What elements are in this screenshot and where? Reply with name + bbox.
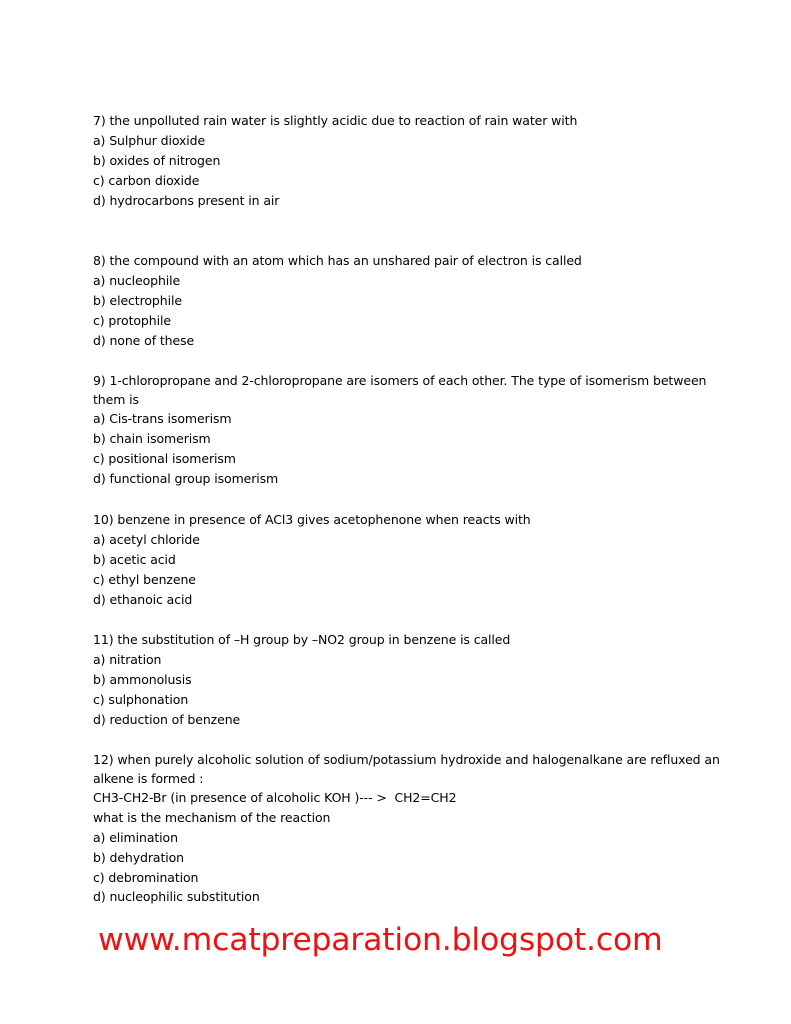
question-prompt: what is the mechanism of the reaction	[93, 810, 331, 825]
question-stem: 10) benzene in presence of ACl3 gives acetophenone when reacts with	[93, 512, 531, 527]
option-b: b) dehydration	[93, 850, 185, 865]
option-d: d) reduction of benzene	[93, 712, 241, 727]
option-d: d) ethanoic acid	[93, 592, 193, 607]
question-7	[93, 111, 693, 211]
question-stem: 11) the substitution of –H group by –NO2 group in benzene is called	[93, 632, 511, 647]
option-a: a) acetyl chloride	[93, 532, 200, 547]
option-d: d) nucleophilic substitution	[93, 889, 260, 904]
option-d: d) none of these	[93, 333, 195, 348]
option-c: c) debromination	[93, 870, 199, 885]
question-stem-line-1: 9) 1-chloropropane and 2-chloropropane are isomers of each other. The type of isomerism between	[93, 373, 707, 388]
option-b: b) oxides of nitrogen	[93, 153, 221, 168]
question-12	[93, 750, 720, 907]
option-c: c) positional isomerism	[93, 451, 236, 466]
option-c: c) protophile	[93, 313, 171, 328]
question-9	[93, 371, 707, 489]
option-a: a) Sulphur dioxide	[93, 133, 206, 148]
question-10	[93, 510, 693, 610]
option-c: c) ethyl benzene	[93, 572, 196, 587]
option-d: d) functional group isomerism	[93, 471, 279, 486]
question-stem-line-2: alkene is formed :	[93, 771, 204, 786]
question-stem: 8) the compound with an atom which has an unshared pair of electron is called	[93, 253, 582, 268]
question-stem: 7) the unpolluted rain water is slightly acidic due to reaction of rain water with	[93, 113, 578, 128]
option-b: b) ammonolusis	[93, 672, 192, 687]
option-b: b) chain isomerism	[93, 431, 211, 446]
question-11	[93, 630, 693, 730]
reaction-equation: CH3-CH2-Br (in presence of alcoholic KOH )--- > CH2=CH2	[93, 790, 457, 805]
option-a: a) elimination	[93, 830, 178, 845]
option-a: a) nucleophile	[93, 273, 181, 288]
question-stem-line-2: them is	[93, 392, 139, 407]
option-b: b) acetic acid	[93, 552, 176, 567]
option-b: b) electrophile	[93, 293, 182, 308]
option-a: a) nitration	[93, 652, 162, 667]
question-stem-line-1: 12) when purely alcoholic solution of sodium/potassium hydroxide and halogenalkane are refluxed an	[93, 752, 720, 767]
option-a: a) Cis-trans isomerism	[93, 411, 232, 426]
option-c: c) sulphonation	[93, 692, 189, 707]
question-8	[93, 251, 693, 351]
option-c: c) carbon dioxide	[93, 173, 200, 188]
website-link[interactable]: www.mcatpreparation.blogspot.com	[98, 922, 663, 958]
option-d: d) hydrocarbons present in air	[93, 193, 280, 208]
